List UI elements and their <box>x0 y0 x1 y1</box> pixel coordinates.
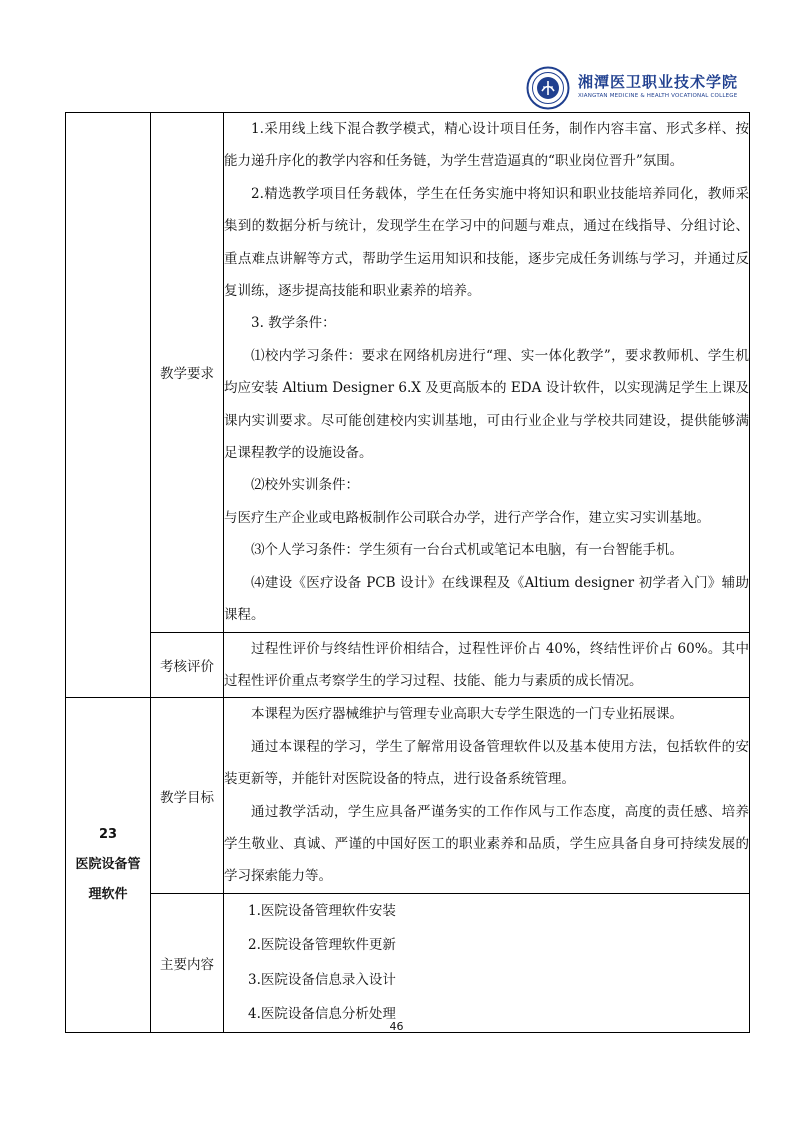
paragraph: ⑵校外实训条件： <box>251 477 359 494</box>
paragraph: 本课程为医疗器械维护与管理专业高职大专学生限选的一门专业拓展课。 <box>251 706 683 723</box>
objectives-content <box>224 698 750 893</box>
page-number: 46 <box>389 1020 404 1033</box>
table-row <box>66 113 750 633</box>
school-name-en: XIANGTAN MEDICINE & HEALTH VOCATIONAL COLLEGE <box>578 93 738 99</box>
requirements-content <box>224 113 750 633</box>
paragraph: ⑶个人学习条件：学生须有一台台式机或笔记本电脑，有一台智能手机。 <box>251 542 683 559</box>
paragraph: 通过教学活动，学生应具备严谨务实的工作作风与工作态度，高度的责任感、培养学生敬业、真诚、严谨的中国好医工的职业素养和品质，学生应具备自身可持续发展的学习探索能力等。 <box>224 803 749 885</box>
course-number-cell <box>66 698 151 1032</box>
paragraph: 过程性评价与终结性评价相结合，过程性评价占 40%，终结性评价占 60%。其中过程性评价重点考察学生的学习过程、技能、能力与素质的成长情况。 <box>224 640 749 689</box>
table-row <box>66 632 750 698</box>
school-name: 湘潭医卫职业技术学院 <box>578 73 739 91</box>
paragraph: 3. 教学条件： <box>251 315 336 332</box>
paragraph: 2.精选教学项目任务载体，学生在任务实施中将知识和职业技能培养同化，教师采集到的数据分析与统计，发现学生在学习中的问题与难点，通过在线指导、分组讨论、重点难点讲解等方式，帮助学生运用知识和技能，逐步完成任务训练与学习，并通过反复训练，逐步提高技能和职业素养的培养。 <box>224 185 749 300</box>
assessment-label: 考核评价 <box>151 632 224 698</box>
school-emblem-icon <box>526 66 570 110</box>
assessment-content <box>224 632 750 698</box>
paragraph: 1.采用线上线下混合教学模式，精心设计项目任务，制作内容丰富、形式多样、按能力递升序化的教学内容和任务链，为学生营造逼真的“职业岗位晋升”氛围。 <box>224 121 749 170</box>
list-item: 3.医院设备信息录入设计 <box>248 971 396 988</box>
list-item: 1.医院设备管理软件安装 <box>248 902 396 919</box>
course-table <box>65 112 750 1033</box>
objectives-label: 教学目标 <box>151 698 224 893</box>
paragraph: ⑷建设《医疗设备 PCB 设计》在线课程及《Altium designer 初学者入门》辅助课程。 <box>224 574 749 624</box>
list-item: 2.医院设备管理软件更新 <box>248 937 396 954</box>
paragraph: 与医疗生产企业或电路板制作公司联合办学，进行产学合作，建立实习实训基地。 <box>224 509 710 526</box>
course-number-cell <box>66 113 151 698</box>
course-name-line2: 理软件 <box>88 887 128 903</box>
main-content <box>224 893 750 1032</box>
table-row <box>66 698 750 893</box>
content-label: 主要内容 <box>151 893 224 1032</box>
list-item: 4.医院设备信息分析处理 <box>248 1006 396 1023</box>
requirements-label: 教学要求 <box>151 113 224 633</box>
school-logo <box>526 66 741 110</box>
course-number: 23 <box>98 827 118 843</box>
paragraph: ⑴校内学习条件：要求在网络机房进行“理、实一体化教学”，要求教师机、学生机均应安装 Altium Designer 6.X 及更高版本的 EDA 设计软件，以实现满足学生上课及课内实训要求。尽可能创建校内实训基地，可由行业企业与学校共同建设，提供能够满足课程教学的设施设备。 <box>224 347 749 462</box>
course-name-line1: 医院设备管 <box>75 857 141 873</box>
paragraph: 通过本课程的学习，学生了解常用设备管理软件以及基本使用方法，包括软件的安装更新等，并能针对医院设备的特点，进行设备系统管理。 <box>224 738 749 788</box>
table-row <box>66 893 750 1032</box>
